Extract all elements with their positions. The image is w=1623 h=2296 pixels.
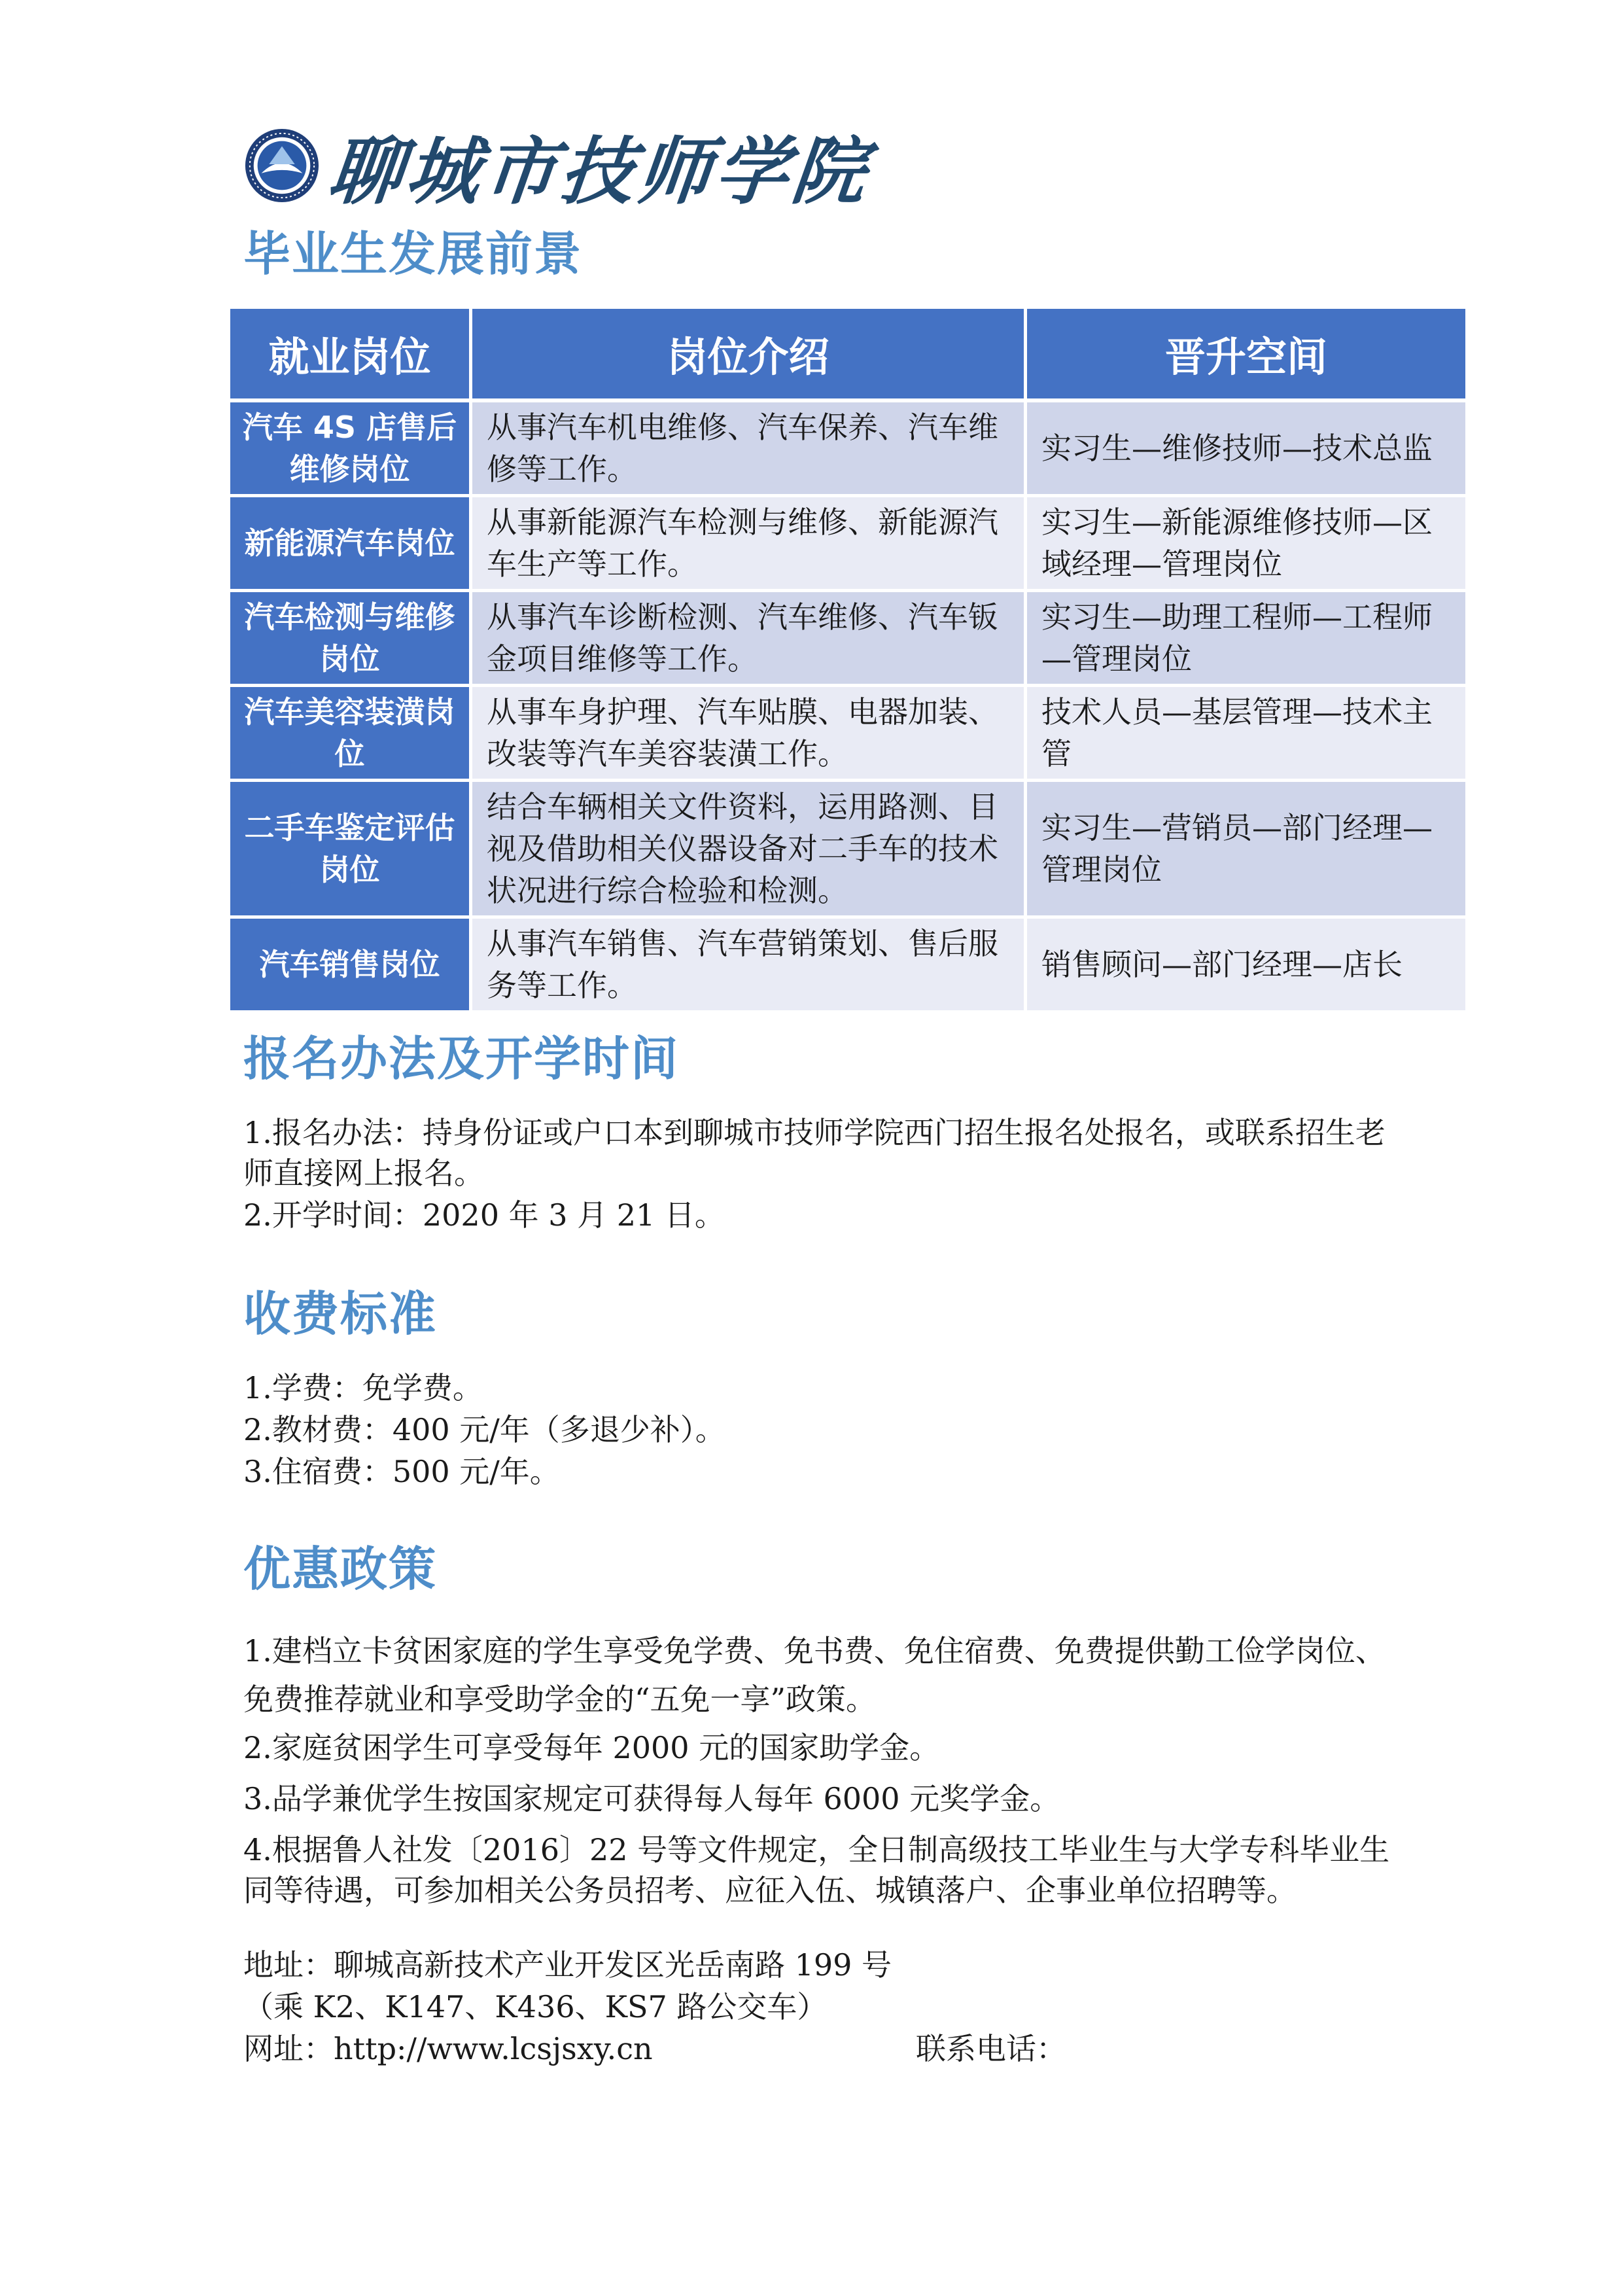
promotion-cell: 实习生—新能源维修技师—区域经理—管理岗位 <box>1027 497 1465 592</box>
position-cell: 汽车 4S 店售后维修岗位 <box>230 402 472 497</box>
position-cell: 汽车美容装潢岗位 <box>230 687 472 782</box>
description-cell: 从事汽车诊断检测、汽车维修、汽车钣金项目维修等工作。 <box>472 592 1027 687</box>
promotion-cell: 实习生—营销员—部门经理—管理岗位 <box>1027 782 1465 919</box>
section-title-policy: 优惠政策 <box>243 1542 438 1597</box>
position-cell: 二手车鉴定评估岗位 <box>230 782 472 919</box>
section-title-prospects: 毕业生发展前景 <box>243 226 583 281</box>
table-header-row <box>230 309 1465 402</box>
phone-label: 联系电话： <box>916 2031 1066 2066</box>
promotion-cell: 实习生—助理工程师—工程师—管理岗位 <box>1027 592 1465 687</box>
description-cell: 从事新能源汽车检测与维修、新能源汽车生产等工作。 <box>472 497 1027 592</box>
enroll-method-text: 1.报名办法：持身份证或户口本到聊城市技师学院西门招生报名处报名，或联系招生老师直接网上报名。 <box>243 1115 1386 1191</box>
table-row <box>230 497 1465 592</box>
table-row <box>230 592 1465 687</box>
policy-item-1: 1.建档立卡贫困家庭的学生享受免学费、免书费、免住宿费、免费提供勤工俭学岗位、免费推荐就业和享受助学金的“五免一享”政策。 <box>243 1633 1386 1717</box>
jobs-table <box>230 309 1465 1014</box>
website-link[interactable]: 网址：http://www.lcsjsxy.cn <box>243 2031 653 2066</box>
description-cell: 从事汽车机电维修、汽车保养、汽车维修等工作。 <box>472 402 1027 497</box>
fee-dorm-text: 3.住宿费：500 元/年。 <box>243 1454 560 1489</box>
section-title-enrollment: 报名办法及开学时间 <box>243 1031 680 1086</box>
header-description: 岗位介绍 <box>472 309 1027 402</box>
policy-item-3: 3.品学兼优学生按国家规定可获得每人每年 6000 元奖学金。 <box>243 1781 1060 1816</box>
header-position: 就业岗位 <box>230 309 472 402</box>
description-cell: 从事车身护理、汽车贴膜、电器加装、改装等汽车美容装潢工作。 <box>472 687 1027 782</box>
position-cell: 汽车销售岗位 <box>230 919 472 1014</box>
fee-tuition-text: 1.学费：免学费。 <box>243 1370 483 1405</box>
description-cell: 从事汽车销售、汽车营销策划、售后服务等工作。 <box>472 919 1027 1014</box>
table-row <box>230 687 1465 782</box>
promotion-cell: 销售顾问—部门经理—店长 <box>1027 919 1465 1014</box>
section-title-fees: 收费标准 <box>243 1286 438 1341</box>
policy-item-4: 4.根据鲁人社发〔2016〕22 号等文件规定，全日制高级技工毕业生与大学专科毕业生同等待遇，可参加相关公务员招考、应征入伍、城镇落户、企事业单位招聘等。 <box>243 1832 1390 1908</box>
fee-books-text: 2.教材费：400 元/年（多退少补）。 <box>243 1412 725 1447</box>
table-row <box>230 402 1465 497</box>
position-cell: 新能源汽车岗位 <box>230 497 472 592</box>
school-name-logotype: 聊城市技师学院 <box>324 129 874 215</box>
school-seal-icon <box>243 127 321 204</box>
promotion-cell: 实习生—维修技师—技术总监 <box>1027 402 1465 497</box>
contact-row <box>243 2028 1408 2069</box>
header-logo-row <box>243 116 874 215</box>
start-date-text: 2.开学时间：2020 年 3 月 21 日。 <box>243 1197 725 1233</box>
table-row <box>230 919 1465 1014</box>
table-row <box>230 782 1465 919</box>
address-text: 地址：聊城高新技术产业开发区光岳南路 199 号 <box>243 1947 892 1983</box>
header-promotion: 晋升空间 <box>1027 309 1465 402</box>
bus-routes-text: （乘 K2、K147、K436、KS7 路公交车） <box>243 1989 828 2024</box>
promotion-cell: 技术人员—基层管理—技术主管 <box>1027 687 1465 782</box>
position-cell: 汽车检测与维修岗位 <box>230 592 472 687</box>
policy-item-2: 2.家庭贫困学生可享受每年 2000 元的国家助学金。 <box>243 1730 940 1765</box>
description-cell: 结合车辆相关文件资料，运用路测、目视及借助相关仪器设备对二手车的技术状况进行综合检验和检测。 <box>472 782 1027 919</box>
